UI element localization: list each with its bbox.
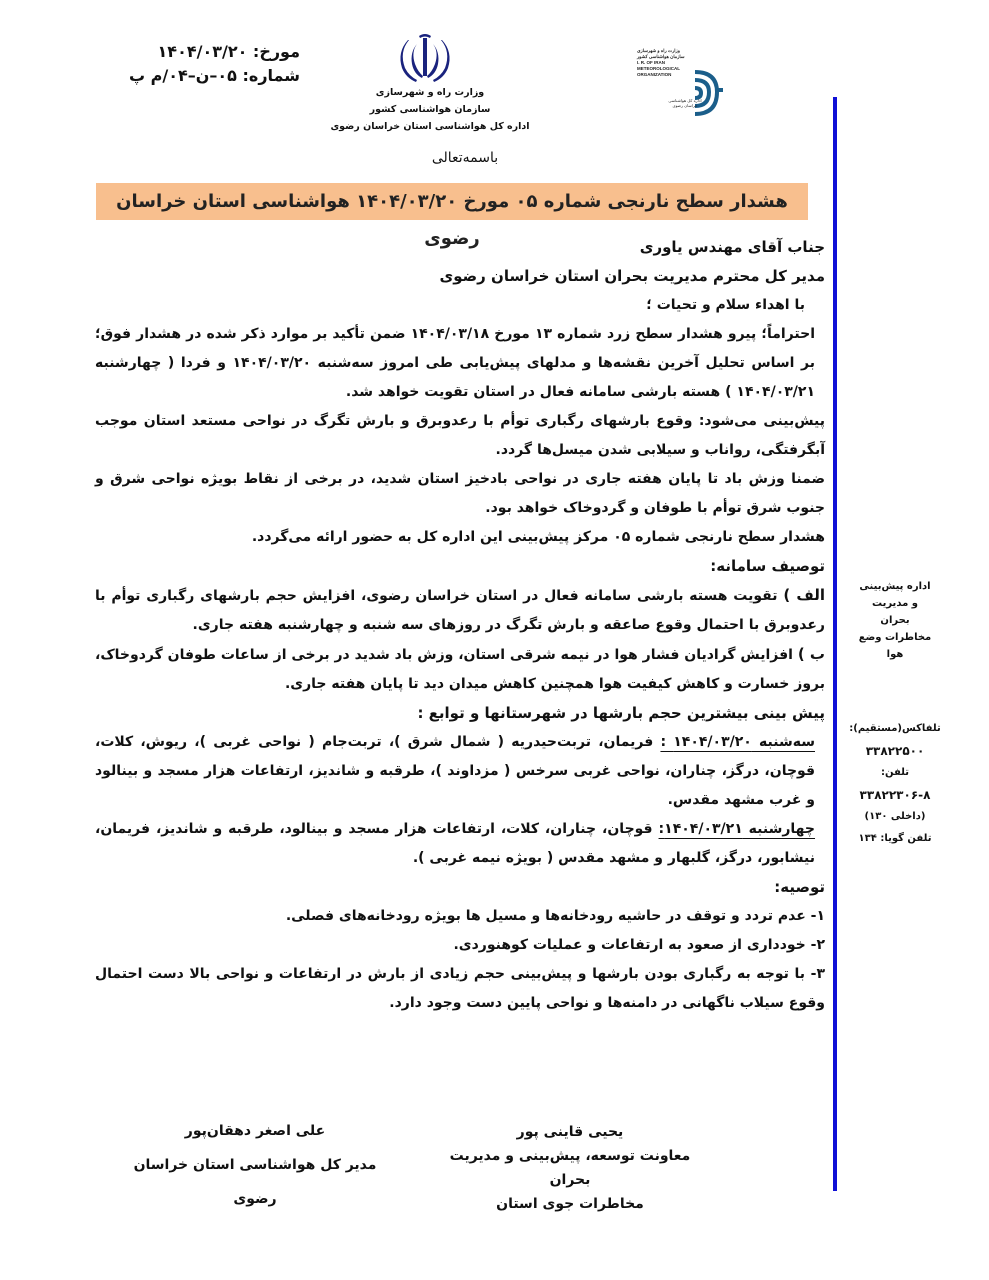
paragraph-intro: احتراماً؛ پیرو هشدار سطح زرد شماره ۱۳ مورخ ۱۴۰۴/۰۳/۱۸ ضمن تأکید بر موارد ذکر شده در هشدار فوق؛ بر اساس تحلیل آخرین نقشه‌ها و مدلهای پیش‌یابی طی امروز سه‌شنبه ۱۴۰۴/۰۳/۲۰ و فردا ( چهارشنبه ۱۴۰۴/۰۳/۲۱ ) هسته بارشی سامانه فعال در استان تقویت خواهد شد.	[95, 326, 815, 400]
signature-deputy	[440, 1120, 700, 1216]
warning-title: هشدار سطح نارنجی شماره ۰۵ مورخ ۱۴۰۴/۰۳/۲۰ هواشناسی استان خراسان رضوی	[116, 191, 788, 249]
recommendation-item	[95, 960, 825, 1018]
system-item-text: تقویت هسته بارشی سامانه فعال در استان خراسان رضوی، افزایش حجم بارشهای رگباری توأم با رعدوبرق با احتمال وقوع صاعقه و بارش تگرگ در روزهای سه شنبه و چهارشنبه هفته جاری.	[95, 588, 825, 633]
paragraph-submission: هشدار سطح نارنجی شماره ۰۵ مرکز پیش‌بینی این اداره کل به حضور ارائه می‌گردد.	[251, 529, 825, 545]
signature-director	[110, 1114, 400, 1216]
telefax-value: ۳۳۸۲۲۵۰۰	[865, 744, 925, 758]
recommendation-text: خودداری از صعود به ارتفاعات و عملیات کوهنوردی.	[453, 937, 806, 953]
recommendation-marker: ۲-	[810, 937, 825, 953]
forecast-day-label: چهارشنبه ۱۴۰۴/۰۳/۲۱:	[658, 821, 816, 837]
system-item-text: افزایش گرادیان فشار هوا در نیمه شرقی استان، وزش باد شدید در برخی از ساعات طوفان گردوخاک، بروز خسارت و کاهش کیفیت هوا همچنین کاهش میدان دید تا پایان هفته جاری.	[95, 647, 825, 692]
org-ministry: وزارت راه و شهرسازی	[375, 87, 485, 98]
phone-value: ۳۳۸۲۲۳۰۶-۸	[859, 788, 931, 802]
recommendation-text: با توجه به رگباری بودن بارشها و پیش‌بینی حجم زیادی از بارش در ارتفاعات و نواحی بالا دست احتمال وقوع سیلاب ناگهانی در دامنه‌ها و نواحی پایین دست وجود دارد.	[95, 966, 825, 1011]
signer-title: مدیر کل هواشناسی استان خراسان رضوی	[133, 1157, 377, 1207]
signer-name: یحیی قاینی پور	[516, 1124, 624, 1140]
forecast-day-text: فریمان، تربت‌حیدریه ( شمال شرق )، تربت‌جام ( نواحی غربی )، ریوش، کلات، قوچان، درگز، چناران، نواحی غربی سرخس ( مزداوند )، طرقبه و شاندیز، ارتفاعات هزار مسجد و بینالود و غرب مشهد مقدس.	[95, 734, 815, 808]
phone-label: تلفن:	[880, 767, 910, 778]
recommendation-marker: ۳-	[810, 966, 826, 982]
system-item	[95, 581, 825, 640]
phone-extension: (داخلی ۱۳۰)	[864, 811, 926, 822]
system-item-marker: الف )	[783, 586, 825, 604]
signer-title: معاونت توسعه، پیش‌بینی و مدیریت بحران	[449, 1148, 691, 1188]
addressee-name: جناب آقای مهندس یاوری	[639, 238, 825, 256]
meteorological-organization-logo	[625, 40, 725, 120]
sidebar-contact	[845, 718, 945, 850]
forecast-day-label: سه‌شنبه ۱۴۰۴/۰۳/۲۰ :	[660, 734, 815, 750]
org-office: اداره کل هواشناسی استان خراسان رضوی	[330, 121, 530, 132]
voice-phone: تلفن گویا: ۱۳۴	[858, 833, 932, 844]
paragraph-wind: ضمنا وزش باد تا پایان هفته جاری در نواحی بادخیز استان شدید، در برخی از نقاط بویژه نواحی شرق و جنوب شرق توأم با طوفان و گردوخاک خواهد بود.	[95, 471, 825, 516]
system-description-heading: توصیف سامانه:	[710, 557, 825, 575]
recommendation-text: عدم تردد و توقف در حاشیه رودخانه‌ها و مسیل ها بویژه رودخانه‌های فصلی.	[285, 908, 806, 924]
dept-line: اداره پیش‌بینی	[859, 581, 931, 592]
forecast-heading: پیش بینی بیشترین حجم بارشها در شهرستانها و توابع :	[417, 704, 825, 722]
recommendation-marker: ۱-	[810, 908, 825, 924]
recommendations-heading: توصیه:	[774, 878, 825, 896]
organization-block	[320, 84, 540, 135]
met-logo-text: وزارت راه و شهرسازی سازمان هواشناسی کشور I. R. OF IRAN METEOROLOGICAL ORGANIZATION	[637, 48, 685, 77]
signer-title: مخاطرات جوی استان	[496, 1196, 644, 1212]
recommendation-item	[95, 902, 825, 931]
dept-line: و مدیریت	[872, 598, 918, 609]
forecast-day-text: قوچان، چناران، کلات، ارتفاعات هزار مسجد و بینالود، طرقبه و شاندیز، فریمان، نیشابور، درگز، گلبهار و مشهد مقدس ( بویژه نیمه غربی ).	[95, 821, 815, 866]
addressee-title: مدیر کل محترم مدیریت بحران استان خراسان رضوی	[439, 267, 825, 285]
vertical-divider	[833, 97, 837, 1191]
paragraph-forecast: پیش‌بینی می‌شود: وقوع بارشهای رگباری توأم با رعدوبرق و بارش تگرگ در نواحی مستعد استان موجب آبگرفتگی، رواناب و سیلابی شدن میسل‌ها گردد.	[95, 413, 825, 458]
dept-line: هوا	[886, 649, 904, 660]
dept-line: بحران	[880, 615, 910, 626]
letter-number: شماره: ۰۵–ن–۰۴/م پ	[128, 66, 300, 85]
basmala: باسمه‌تعالی	[431, 150, 499, 166]
recommendation-item	[95, 931, 825, 960]
system-item-marker: ب )	[797, 645, 826, 663]
letter-date: مورخ: ۱۴۰۴/۰۳/۲۰	[157, 42, 300, 61]
telefax-label: تلفاکس(مستقیم):	[849, 723, 941, 734]
letter-body	[95, 233, 825, 1018]
met-logo-subtitle: اداره کل هواشناسی خراسان رضوی	[668, 98, 702, 108]
dept-line: مخاطرات وضع	[858, 632, 932, 643]
forecast-day	[95, 815, 825, 873]
signer-name: علی اصغر دهقان‌پور	[184, 1123, 326, 1139]
system-item	[95, 640, 825, 699]
iran-emblem-icon	[395, 32, 455, 82]
forecast-day	[95, 728, 825, 815]
org-agency: سازمان هواشناسی کشور	[369, 104, 491, 115]
greeting: با اهداء سلام و تحیات ؛	[646, 297, 805, 313]
letter-meta	[110, 40, 300, 88]
sidebar-department	[845, 578, 945, 663]
